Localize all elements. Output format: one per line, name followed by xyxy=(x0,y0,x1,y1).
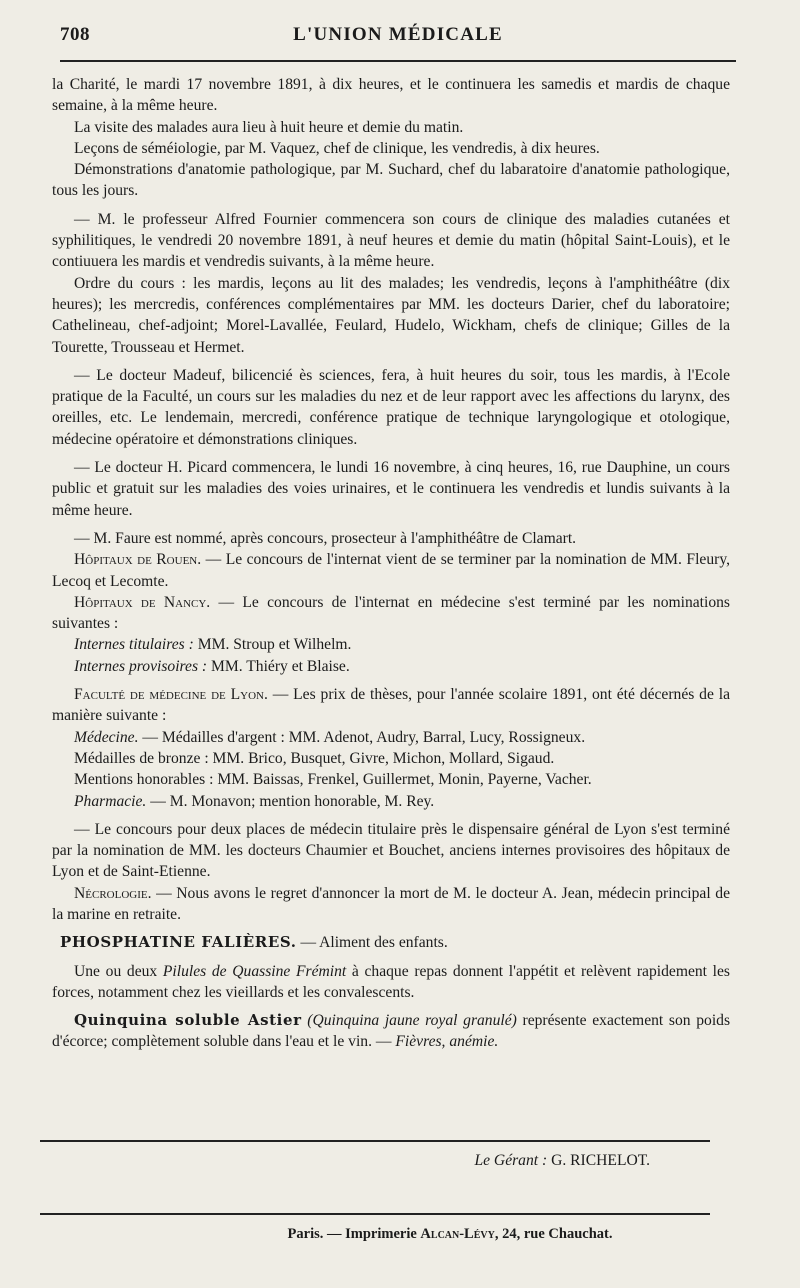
advert-text: Une ou deux xyxy=(74,962,163,980)
list-text: — Médailles d'argent : MM. Adenot, Audry, Barral, Lucy, Rossigneux. xyxy=(138,728,586,746)
imprint-printer: Alcan-Lévy xyxy=(420,1226,495,1242)
list-line xyxy=(52,791,730,812)
advert-quassine xyxy=(52,961,730,1004)
notice-text: — Le concours de l'internat en médecine s'est terminé par les nominations suivantes : xyxy=(52,593,731,633)
list-text: MM. Stroup et Wilhelm. xyxy=(193,636,352,654)
paragraph: — Le concours pour deux places de médecin titulaire près le dispensaire général de Lyon s'est terminé par la nomination de MM. les docteurs Chaumier et Bouchet, anciens internes provisoires des hôpitaux de Lyon et de Saint-Etienne. xyxy=(52,820,730,881)
section-heading: Hôpitaux de Rouen. xyxy=(74,551,202,569)
list-text: MM. Thiéry et Blaise. xyxy=(207,657,350,675)
advert-quinquina xyxy=(52,1010,730,1053)
paragraph: la Charité, le mardi 17 novembre 1891, à dix heures, et le continuera les samedis et mardis de chaque semaine, à la même heure. xyxy=(52,76,730,115)
imprint-line xyxy=(0,1226,800,1243)
list-line xyxy=(52,634,730,655)
advert-tagline: Fièvres, anémie. xyxy=(395,1033,499,1051)
advert-phosphatine xyxy=(52,932,730,953)
paragraph: — Le docteur H. Picard commencera, le lundi 16 novembre, à cinq heures, 16, rue Dauphine, un cours public et gratuit sur les maladies des voies urinaires, et le continuera les vendredis et lundis suivants à la même heure. xyxy=(52,459,730,519)
list-label: Médecine. xyxy=(74,728,139,746)
list-line: Médailles de bronze : MM. Brico, Busquet, Givre, Michon, Mollard, Sigaud. xyxy=(74,749,555,767)
list-label: Pharmacie. xyxy=(74,792,147,810)
gerant-label: Le Gérant : xyxy=(474,1152,548,1169)
list-label: Internes titulaires : xyxy=(74,636,194,654)
advert-text: représente exactement son poids d'écorce; complètement soluble dans l'eau et le vin. — xyxy=(52,1012,731,1051)
page-header xyxy=(60,24,736,54)
paragraph: — M. Faure est nommé, après concours, prosecteur à l'amphithéâtre de Clamart. xyxy=(74,529,577,547)
imprint-rule xyxy=(40,1213,710,1215)
paragraph: Ordre du cours : les mardis, leçons au lit des malades; les vendredis, leçons à l'amphithéâtre (dix heures); les mercredis, conférences complémentaires par MM. les docteurs Darier, chef du laboratoire; Cathelineau, chef-adjoint; Morel-Lavallée, Feulard, Hudelo, Wickham, chefs de clinique; Gilles de la Tourette, Trousseau et Hermet. xyxy=(52,274,730,356)
list-line xyxy=(52,656,730,677)
advert-name: PHOSPHATINE FALIÈRES. xyxy=(60,933,297,952)
list-line xyxy=(52,727,730,748)
imprint-address: , 24, rue Chauchat. xyxy=(494,1226,613,1242)
gerant-name: G. RICHELOT. xyxy=(547,1152,650,1169)
paragraph: La visite des malades aura lieu à huit heure et demie du matin. xyxy=(74,118,464,136)
imprint-text: — Imprimerie xyxy=(323,1226,421,1242)
advert-subtitle: (Quinquina jaune royal granulé) xyxy=(307,1012,517,1030)
section-heading: Nécrologie. xyxy=(74,884,152,902)
paragraph: — Le docteur Madeuf, bilicencié ès sciences, fera, à huit heures du soir, tous les mardis, à l'Ecole pratique de la Faculté, un cours sur les maladies du nez et de leur rapport avec les affections du larynx, des oreilles, etc. Le lendemain, mercredi, conférence pratique de technique laryngologique et otologique, médecine opératoire et démonstrations cliniques. xyxy=(52,366,730,448)
advert-name: Pilules de Quassine Frémint xyxy=(162,962,347,980)
list-text: — M. Monavon; mention honorable, M. Rey. xyxy=(146,792,435,810)
advert-name: Quinquina soluble Astier xyxy=(74,1011,302,1030)
section-heading: Hôpitaux de Nancy. xyxy=(74,593,211,611)
list-line: Mentions honorables : MM. Baissas, Frenkel, Guillermet, Monin, Payerne, Vacher. xyxy=(74,771,592,789)
notice-text: — Nous avons le regret d'annoncer la mort de M. le docteur A. Jean, médecin principal de la marine en retraite. xyxy=(52,884,730,923)
list-label: Internes provisoires : xyxy=(74,657,208,675)
article-body xyxy=(52,74,730,1053)
footer-rule xyxy=(40,1140,710,1142)
notice-necrology xyxy=(52,883,730,926)
gerant-signature xyxy=(474,1152,650,1170)
paragraph: Leçons de séméiologie, par M. Vaquez, chef de clinique, les vendredis, à dix heures. xyxy=(74,139,600,157)
paragraph: Démonstrations d'anatomie pathologique, par M. Suchard, chef du labaratoire d'anatomie pathologique, tous les jours. xyxy=(52,161,730,200)
notice-rouen xyxy=(52,549,730,592)
section-heading: Faculté de médecine de Lyon. xyxy=(74,686,268,704)
notice-lyon xyxy=(52,684,730,727)
notice-text: — Les prix de thèses, pour l'année scolaire 1891, ont été décernés de la manière suivante : xyxy=(52,686,730,725)
header-rule xyxy=(60,60,736,62)
advert-text: — Aliment des enfants. xyxy=(296,934,448,952)
page-number: 708 xyxy=(60,24,90,45)
notice-nancy xyxy=(52,592,730,635)
imprint-city: Paris. xyxy=(287,1226,324,1242)
notice-text: — Le concours de l'internat vient de se terminer par la nomination de MM. Fleury, Lecoq et Lecomte. xyxy=(52,551,730,590)
advert-text: à chaque repas donnent l'appétit et relèvent rapidement les forces, notamment chez les vieillards et les convalescents. xyxy=(52,962,730,1001)
journal-title: L'UNION MÉDICALE xyxy=(293,24,503,45)
paragraph: — M. le professeur Alfred Fournier commencera son cours de clinique des maladies cutanées et syphilitiques, le vendredi 20 novembre 1891, à neuf heures et demie du matin (hôpital Saint-Louis), et le contiuuera les mardis et vendredis suivants, à la même heure. xyxy=(52,210,730,271)
